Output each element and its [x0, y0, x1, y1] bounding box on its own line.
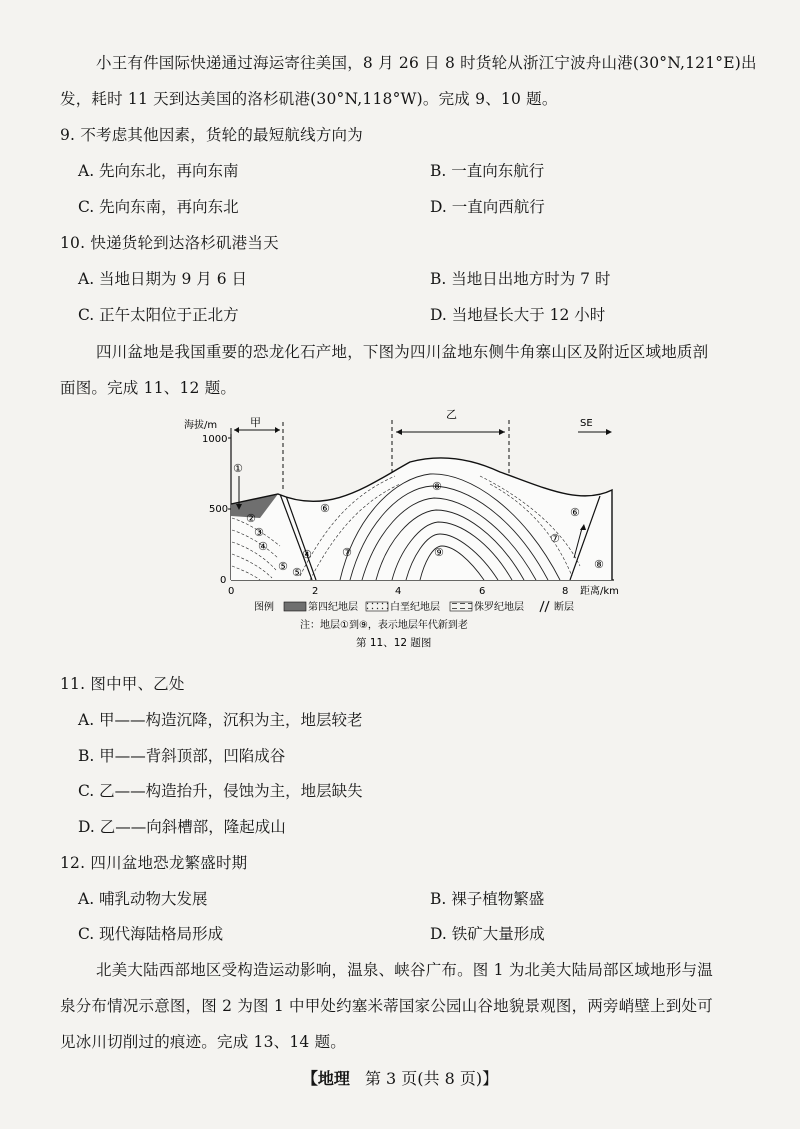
q9-option-c[interactable]: C. 先向东南，再向东北: [78, 198, 239, 216]
stratum-4: ④: [258, 540, 268, 553]
x-tick-0: 0: [228, 586, 235, 597]
label-jia: 甲: [250, 416, 261, 429]
q9-option-a[interactable]: A. 先向东北，再向东南: [78, 162, 239, 180]
q12-option-b[interactable]: B. 裸子植物繁盛: [430, 890, 545, 908]
q12-option-a[interactable]: A. 哺乳动物大发展: [78, 890, 208, 908]
q12-option-d[interactable]: D. 铁矿大量形成: [430, 925, 545, 943]
figure-note: 注：地层①到⑨，表示地层年代新到老: [300, 620, 468, 631]
footer-page: 第 3 页(共 8 页)】: [364, 1069, 499, 1088]
geologic-cross-section-figure: [180, 406, 630, 656]
legend-q-label: 第四纪地层: [308, 602, 358, 613]
intro-13-14-line1: 北美大陆西部地区受构造运动影响，温泉、峡谷广布。图 1 为北美大陆局部区域地形与温: [96, 961, 713, 979]
label-yi: 乙: [446, 408, 457, 421]
q12-option-c[interactable]: C. 现代海陆格局形成: [78, 925, 224, 943]
legend-fault-symbol: [540, 601, 549, 612]
stratum-4-b: ④: [302, 548, 312, 561]
stratum-6: ⑥: [320, 502, 330, 515]
stratum-7: ⑦: [342, 546, 352, 559]
direction-label: SE: [580, 418, 593, 429]
stratum-8: ⑧: [432, 480, 442, 493]
stratum-6-right: ⑥: [570, 506, 580, 519]
q11-option-b[interactable]: B. 甲——背斜顶部，凹陷成谷: [78, 747, 286, 765]
q11-stem: 11. 图中甲、乙处: [60, 675, 185, 693]
legend-k-swatch: [366, 602, 388, 611]
y-tick-0: 0: [220, 575, 227, 586]
legend-j-label: 侏罗纪地层: [474, 602, 524, 613]
y-axis-label: 海拔/m: [184, 420, 218, 431]
q11-option-c[interactable]: C. 乙——构造抬升，侵蚀为主，地层缺失: [78, 782, 363, 800]
q10-option-c[interactable]: C. 正午太阳位于正北方: [78, 306, 239, 324]
q11-option-a[interactable]: A. 甲——构造沉降，沉积为主，地层较老: [78, 711, 363, 729]
q10-option-a[interactable]: A. 当地日期为 9 月 6 日: [78, 270, 247, 288]
q10-option-b[interactable]: B. 当地日出地方时为 7 时: [430, 270, 611, 288]
y-tick-500: 500: [209, 504, 229, 515]
legend-j-swatch: [450, 602, 472, 611]
q12-stem: 12. 四川盆地恐龙繁盛时期: [60, 854, 248, 872]
figure-caption: 第 11、12 题图: [356, 637, 432, 649]
footer-subject: 【地理: [301, 1069, 350, 1088]
stratum-5-b: ⑤: [292, 566, 302, 579]
intro-11-12-line2: 面图。完成 11、12 题。: [60, 379, 237, 397]
q10-option-d[interactable]: D. 当地昼长大于 12 小时: [430, 306, 606, 324]
stratum-5: ⑤: [278, 560, 288, 573]
intro-13-14-line2: 泉分布情况示意图，图 2 为图 1 中甲处约塞米蒂国家公园山谷地貌景观图，两旁峭壁上到处可: [60, 997, 713, 1015]
intro-11-12-line1: 四川盆地是我国重要的恐龙化石产地，下图为四川盆地东侧牛角寨山区及附近区域地质剖: [96, 343, 709, 361]
legend-title: 图例: [254, 602, 274, 613]
stratum-9: ⑨: [434, 546, 444, 559]
q9-stem: 9. 不考虑其他因素，货轮的最短航线方向为: [60, 126, 363, 144]
x-tick-2: 2: [312, 586, 319, 597]
stratum-8-right: ⑧: [594, 558, 604, 571]
legend-q-swatch: [284, 602, 306, 611]
legend-k-label: 白垩纪地层: [390, 602, 440, 613]
intro-13-14-line3: 见冰川切削过的痕迹。完成 13、14 题。: [60, 1033, 347, 1051]
intro-9-10-line2: 发，耗时 11 天到达美国的洛杉矶港(30°N,118°W)。完成 9、10 题。: [60, 90, 558, 108]
intro-9-10-line1: 小王有件国际快递通过海运寄往美国，8 月 26 日 8 时货轮从浙江宁波舟山港(30°N,121°E)出: [96, 54, 757, 72]
q9-option-b[interactable]: B. 一直向东航行: [430, 162, 545, 180]
q10-stem: 10. 快递货轮到达洛杉矶港当天: [60, 234, 279, 252]
stratum-3: ③: [254, 526, 264, 539]
x-tick-8: 8: [562, 586, 569, 597]
y-tick-1000: 1000: [202, 434, 228, 445]
legend-fault-label: 断层: [554, 602, 574, 613]
stratum-7-right: ⑦: [550, 532, 560, 545]
q9-option-d[interactable]: D. 一直向西航行: [430, 198, 545, 216]
q11-option-d[interactable]: D. 乙——向斜槽部，隆起成山: [78, 818, 286, 836]
stratum-1: ①: [233, 462, 243, 475]
stratum-2: ②: [246, 512, 256, 525]
x-axis-label: 距离/km: [580, 586, 619, 597]
page-footer: [0, 1066, 800, 1089]
x-tick-6: 6: [479, 586, 486, 597]
x-tick-4: 4: [395, 586, 402, 597]
